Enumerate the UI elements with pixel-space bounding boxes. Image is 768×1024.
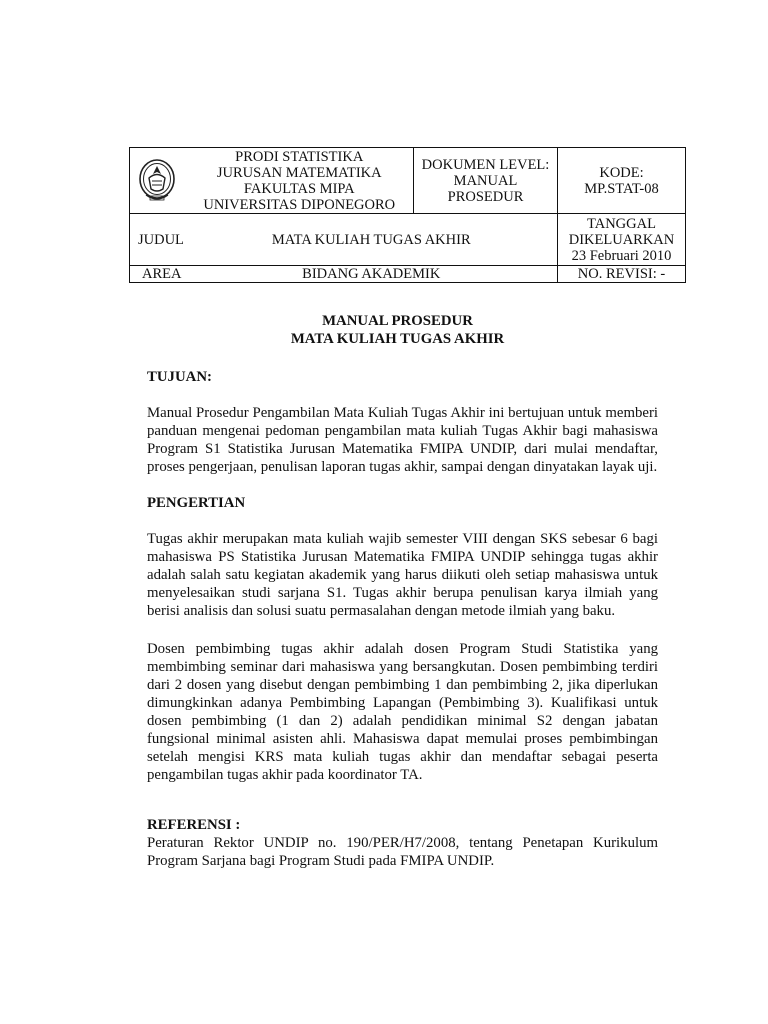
document-body	[147, 312, 658, 870]
kode-cell	[558, 148, 686, 214]
document-title-line-1: MANUAL PROSEDUR	[322, 313, 473, 329]
document-title	[137, 312, 658, 348]
institution-line-universitas: UNIVERSITAS DIPONEGORO	[203, 196, 396, 213]
document-header-table	[129, 147, 686, 283]
dikeluarkan-label: DIKELUARKAN	[568, 231, 675, 248]
tanggal-cell	[558, 214, 686, 266]
tujuan-paragraph: Manual Prosedur Pengambilan Mata Kuliah Tugas Akhir ini bertujuan untuk memberi panduan mengenai pedoman pengambilan mata kuliah Tugas Akhir bagi mahasiswa Program S1 Statistika Jurusan Matematika FMIPA UNDIP, dari mulai mendaftar, proses pengerjaan, penulisan laporan tugas akhir, sampai dengan dinyatakan layak uji.	[147, 405, 658, 475]
judul-label: JUDUL	[130, 214, 186, 266]
tujuan-heading: TUJUAN:	[147, 369, 212, 385]
pengertian-paragraph-2: Dosen pembimbing tugas akhir adalah dosen Program Studi Statistika yang membimbing seminar dari mahasiswa yang bersangkutan. Dosen pembimbing terdiri dari 2 dosen yang disebut dengan pembimbing 1 dan pembimbing 2, jika diperlukan dimungkinkan adanya Pembimbing Lapangan (Pembimbing 3). Kualifikasi untuk dosen pembimbing (1 dan 2) adalah pendidikan minimal S2 dengan jabatan fungsional minimal asisten ahli. Mahasiswa dapat memulai proses pembimbingan setelah mengisi KRS mata kuliah tugas akhir dan mendaftar sebagai peserta pengambilan tugas akhir pada koordinator TA.	[147, 641, 658, 783]
header-row-institution	[130, 148, 686, 214]
judul-value: MATA KULIAH TUGAS AKHIR	[186, 214, 558, 266]
kode-value: MP.STAT-08	[584, 180, 659, 197]
tanggal-label: TANGGAL	[587, 215, 656, 232]
revisi-cell: NO. REVISI: -	[558, 266, 686, 283]
header-row-area	[130, 266, 686, 283]
kode-label: KODE:	[599, 164, 644, 181]
institution-cell	[186, 148, 414, 214]
tanggal-value: 23 Februari 2010	[571, 247, 672, 264]
doc-level-label: DOKUMEN LEVEL:	[421, 156, 550, 173]
doc-level-cell	[414, 148, 558, 214]
referensi-paragraph: Peraturan Rektor UNDIP no. 190/PER/H7/2008, tentang Penetapan Kurikulum Program Sarjana bagi Program Studi pada FMIPA UNDIP.	[147, 835, 658, 869]
header-row-judul	[130, 214, 686, 266]
doc-level-value: MANUAL PROSEDUR	[447, 172, 524, 205]
pengertian-heading: PENGERTIAN	[147, 495, 246, 511]
institution-line-fakultas: FAKULTAS MIPA	[243, 180, 355, 197]
area-value: BIDANG AKADEMIK	[186, 266, 558, 283]
institution-line-prodi: PRODI STATISTIKA	[235, 148, 364, 165]
institution-line-jurusan: JURUSAN MATEMATIKA	[216, 164, 382, 181]
undip-logo-icon	[138, 157, 176, 205]
document-title-line-2: MATA KULIAH TUGAS AKHIR	[290, 331, 505, 347]
pengertian-paragraph-1: Tugas akhir merupakan mata kuliah wajib semester VIII dengan SKS sebesar 6 bagi mahasiswa PS Statistika Jurusan Matematika FMIPA UNDIP sehingga tugas akhir adalah salah satu kegiatan akademik yang harus diikuti oleh setiap mahasiswa untuk menyelesaikan studi sarjana S1. Tugas akhir berupa penulisan karya ilmiah yang berisi analisis dan solusi suatu permasalahan dengan metode ilmiah yang baku.	[147, 531, 658, 619]
logo-cell	[130, 148, 186, 214]
referensi-heading: REFERENSI :	[147, 817, 241, 833]
area-label: AREA	[130, 266, 186, 283]
